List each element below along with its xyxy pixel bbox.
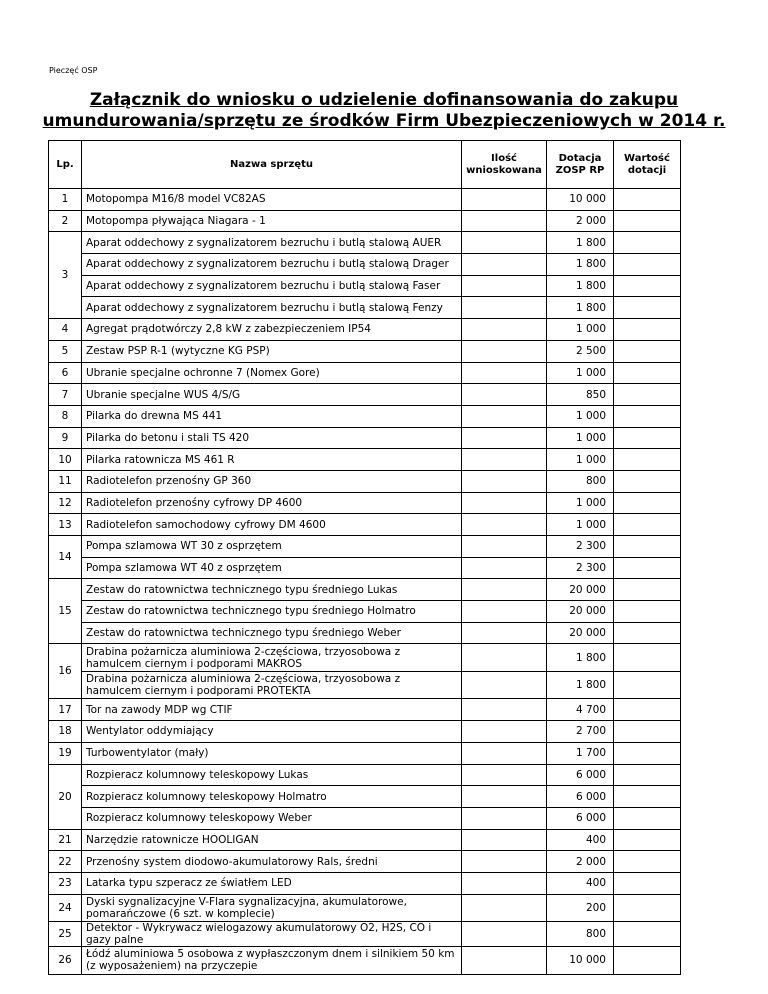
- row-number: 25: [49, 922, 82, 947]
- table-row: [49, 319, 745, 341]
- table-row: [49, 232, 745, 254]
- qty-cell[interactable]: [462, 721, 547, 743]
- qty-cell[interactable]: [462, 671, 547, 699]
- header-lp: Lp.: [49, 141, 82, 189]
- grant-cell: 1 000: [547, 514, 614, 536]
- equipment-name: Przenośny system diodowo-akumulatorowy Rals, średni: [82, 851, 462, 873]
- value-cell[interactable]: [614, 872, 681, 894]
- row-number: 10: [49, 449, 82, 471]
- equipment-name: Rozpieracz kolumnowy teleskopowy Lukas: [82, 764, 462, 786]
- row-number: 1: [49, 189, 82, 211]
- table-row: [49, 210, 745, 232]
- value-cell[interactable]: [614, 210, 681, 232]
- table-row: [49, 699, 745, 721]
- row-number: 17: [49, 699, 82, 721]
- grant-cell: 1 000: [547, 427, 614, 449]
- grant-cell: 1 000: [547, 449, 614, 471]
- equipment-name: Pilarka ratownicza MS 461 R: [82, 449, 462, 471]
- grant-cell: 850: [547, 384, 614, 406]
- row-number: 18: [49, 721, 82, 743]
- grant-cell: 10 000: [547, 189, 614, 211]
- value-cell[interactable]: [614, 807, 681, 829]
- table-row: [49, 340, 745, 362]
- table-row: [49, 829, 745, 851]
- row-number: 23: [49, 872, 82, 894]
- header-name: Nazwa sprzętu: [82, 141, 462, 189]
- row-number: 4: [49, 319, 82, 341]
- table-row: [49, 872, 745, 894]
- grant-cell: 800: [547, 922, 614, 947]
- value-cell[interactable]: [614, 319, 681, 341]
- table-row: [49, 449, 745, 471]
- header-grant: Dotacja ZOSP RP: [547, 141, 614, 189]
- grant-cell: 2 700: [547, 721, 614, 743]
- grant-cell: 20 000: [547, 601, 614, 623]
- qty-cell[interactable]: [462, 449, 547, 471]
- table-row: [49, 851, 745, 873]
- equipment-name: Pompa szlamowa WT 40 z osprzętem: [82, 557, 462, 579]
- row-number: 12: [49, 492, 82, 514]
- qty-cell[interactable]: [462, 254, 547, 276]
- row-number: 5: [49, 340, 82, 362]
- grant-cell: 2 500: [547, 340, 614, 362]
- equipment-name: Aparat oddechowy z sygnalizatorem bezruchu i butlą stalową Faser: [82, 275, 462, 297]
- grant-cell: 1 800: [547, 671, 614, 699]
- value-cell[interactable]: [614, 622, 681, 644]
- grant-cell: 4 700: [547, 699, 614, 721]
- qty-cell[interactable]: [462, 644, 547, 672]
- equipment-name: Latarka typu szperacz ze światłem LED: [82, 872, 462, 894]
- table-row: [49, 644, 745, 672]
- title-line-1: Załącznik do wniosku o udzielenie dofinansowania do zakupu: [89, 90, 679, 110]
- document-title: [20, 90, 748, 132]
- header-value: Wartość dotacji: [614, 141, 681, 189]
- qty-cell[interactable]: [462, 699, 547, 721]
- grant-cell: 2 300: [547, 557, 614, 579]
- grant-cell: 1 000: [547, 405, 614, 427]
- table-row: [49, 786, 745, 808]
- grant-cell: 400: [547, 872, 614, 894]
- equipment-name: Detektor - Wykrywacz wielogazowy akumulatorowy O2, H2S, CO i gazy palne: [82, 922, 462, 947]
- equipment-name: Aparat oddechowy z sygnalizatorem bezruchu i butlą stalową AUER: [82, 232, 462, 254]
- table-row: [49, 492, 745, 514]
- qty-cell[interactable]: [462, 742, 547, 764]
- table-row: [49, 405, 745, 427]
- value-cell[interactable]: [614, 786, 681, 808]
- qty-cell[interactable]: [462, 601, 547, 623]
- value-cell[interactable]: [614, 189, 681, 211]
- equipment-name: Rozpieracz kolumnowy teleskopowy Weber: [82, 807, 462, 829]
- table-row: [49, 742, 745, 764]
- stamp-label: Pieczęć OSP: [49, 66, 98, 75]
- grant-cell: 1 000: [547, 492, 614, 514]
- table-row: [49, 427, 745, 449]
- value-cell[interactable]: [614, 254, 681, 276]
- value-cell[interactable]: [614, 742, 681, 764]
- qty-cell[interactable]: [462, 340, 547, 362]
- equipment-name: Zestaw do ratownictwa technicznego typu średniego Holmatro: [82, 601, 462, 623]
- row-number: 15: [49, 579, 82, 644]
- equipment-name: Dyski sygnalizacyjne V-Flara sygnalizacyjna, akumulatorowe, pomarańczowe (6 szt. w komplecie): [82, 894, 462, 922]
- equipment-name: Motopompa pływająca Niagara - 1: [82, 210, 462, 232]
- qty-cell[interactable]: [462, 947, 547, 975]
- equipment-name: Drabina pożarnicza aluminiowa 2-częściowa, trzyosobowa z hamulcem ciernym i podporami PROTEKTA: [82, 671, 462, 699]
- equipment-name: Agregat prądotwórczy 2,8 kW z zabezpieczeniem IP54: [82, 319, 462, 341]
- value-cell[interactable]: [614, 644, 681, 672]
- table-row: [49, 807, 745, 829]
- row-number: 26: [49, 947, 82, 975]
- value-cell[interactable]: [614, 699, 681, 721]
- grant-cell: 1 800: [547, 644, 614, 672]
- equipment-name: Drabina pożarnicza aluminiowa 2-częściowa, trzyosobowa z hamulcem ciernym i podporami MAKROS: [82, 644, 462, 672]
- equipment-name: Zestaw do ratownictwa technicznego typu średniego Weber: [82, 622, 462, 644]
- grant-cell: 20 000: [547, 622, 614, 644]
- grant-cell: 1 800: [547, 254, 614, 276]
- qty-cell[interactable]: [462, 492, 547, 514]
- grant-cell: 6 000: [547, 786, 614, 808]
- equipment-name: Zestaw PSP R-1 (wytyczne KG PSP): [82, 340, 462, 362]
- table-row: [49, 536, 745, 558]
- row-number: 11: [49, 470, 82, 492]
- table-row: [49, 622, 745, 644]
- equipment-name: Aparat oddechowy z sygnalizatorem bezruchu i butlą stalową Drager: [82, 254, 462, 276]
- table-row: [49, 470, 745, 492]
- row-number: 21: [49, 829, 82, 851]
- grant-cell: 800: [547, 470, 614, 492]
- grant-cell: 10 000: [547, 947, 614, 975]
- qty-cell[interactable]: [462, 297, 547, 319]
- grant-cell: 1 700: [547, 742, 614, 764]
- table-row: [49, 922, 745, 947]
- value-cell[interactable]: [614, 449, 681, 471]
- equipment-name: Ubranie specjalne ochronne 7 (Nomex Gore): [82, 362, 462, 384]
- value-cell[interactable]: [614, 470, 681, 492]
- qty-cell[interactable]: [462, 851, 547, 873]
- qty-cell[interactable]: [462, 232, 547, 254]
- table-row: [49, 721, 745, 743]
- equipment-name: Motopompa M16/8 model VC82AS: [82, 189, 462, 211]
- equipment-name: Ubranie specjalne WUS 4/S/G: [82, 384, 462, 406]
- table-row: [49, 764, 745, 786]
- row-number: 2: [49, 210, 82, 232]
- equipment-name: Wentylator oddymiający: [82, 721, 462, 743]
- qty-cell[interactable]: [462, 557, 547, 579]
- table-row: [49, 254, 745, 276]
- equipment-name: Radiotelefon samochodowy cyfrowy DM 4600: [82, 514, 462, 536]
- qty-cell[interactable]: [462, 189, 547, 211]
- table-row: [49, 514, 745, 536]
- grant-cell: 200: [547, 894, 614, 922]
- qty-cell[interactable]: [462, 786, 547, 808]
- qty-cell[interactable]: [462, 405, 547, 427]
- table-row: [49, 894, 745, 922]
- grant-cell: 2 300: [547, 536, 614, 558]
- value-cell[interactable]: [614, 922, 681, 947]
- grant-cell: 1 000: [547, 319, 614, 341]
- row-number: 8: [49, 405, 82, 427]
- table-row: [49, 297, 745, 319]
- qty-cell[interactable]: [462, 514, 547, 536]
- qty-cell[interactable]: [462, 470, 547, 492]
- table-row: [49, 384, 745, 406]
- header-row: [49, 141, 745, 189]
- row-number: 3: [49, 232, 82, 319]
- table-row: [49, 189, 745, 211]
- table-body: [49, 189, 745, 975]
- qty-cell[interactable]: [462, 829, 547, 851]
- value-cell[interactable]: [614, 721, 681, 743]
- qty-cell[interactable]: [462, 362, 547, 384]
- row-number: 20: [49, 764, 82, 829]
- qty-cell[interactable]: [462, 922, 547, 947]
- value-cell[interactable]: [614, 405, 681, 427]
- qty-cell[interactable]: [462, 894, 547, 922]
- value-cell[interactable]: [614, 232, 681, 254]
- equipment-name: Rozpieracz kolumnowy teleskopowy Holmatro: [82, 786, 462, 808]
- table-row: [49, 601, 745, 623]
- equipment-name: Pilarka do drewna MS 441: [82, 405, 462, 427]
- table-row: [49, 947, 745, 975]
- qty-cell[interactable]: [462, 579, 547, 601]
- qty-cell[interactable]: [462, 210, 547, 232]
- value-cell[interactable]: [614, 671, 681, 699]
- row-number: 13: [49, 514, 82, 536]
- row-number: 24: [49, 894, 82, 922]
- value-cell[interactable]: [614, 557, 681, 579]
- value-cell[interactable]: [614, 427, 681, 449]
- equipment-name: Radiotelefon przenośny cyfrowy DP 4600: [82, 492, 462, 514]
- equipment-name: Pompa szlamowa WT 30 z osprzętem: [82, 536, 462, 558]
- value-cell[interactable]: [614, 829, 681, 851]
- qty-cell[interactable]: [462, 872, 547, 894]
- equipment-name: Pilarka do betonu i stali TS 420: [82, 427, 462, 449]
- qty-cell[interactable]: [462, 275, 547, 297]
- qty-cell[interactable]: [462, 807, 547, 829]
- qty-cell[interactable]: [462, 427, 547, 449]
- row-number: 7: [49, 384, 82, 406]
- value-cell[interactable]: [614, 297, 681, 319]
- value-cell[interactable]: [614, 536, 681, 558]
- value-cell[interactable]: [614, 514, 681, 536]
- value-cell[interactable]: [614, 384, 681, 406]
- title-line-2: umundurowania/sprzętu ze środków Firm Ubezpieczeniowych w 2014 r.: [42, 111, 726, 131]
- equipment-name: Aparat oddechowy z sygnalizatorem bezruchu i butlą stalową Fenzy: [82, 297, 462, 319]
- value-cell[interactable]: [614, 851, 681, 873]
- value-cell[interactable]: [614, 362, 681, 384]
- equipment-name: Tor na zawody MDP wg CTIF: [82, 699, 462, 721]
- qty-cell[interactable]: [462, 764, 547, 786]
- table-row: [49, 579, 745, 601]
- grant-cell: 2 000: [547, 210, 614, 232]
- grant-cell: 1 000: [547, 362, 614, 384]
- row-number: 6: [49, 362, 82, 384]
- value-cell[interactable]: [614, 947, 681, 975]
- grant-cell: 1 800: [547, 275, 614, 297]
- value-cell[interactable]: [614, 601, 681, 623]
- value-cell[interactable]: [614, 275, 681, 297]
- row-number: 22: [49, 851, 82, 873]
- row-number: 14: [49, 536, 82, 579]
- row-number: 9: [49, 427, 82, 449]
- equipment-name: Turbowentylator (mały): [82, 742, 462, 764]
- table-row: [49, 557, 745, 579]
- grant-cell: 2 000: [547, 851, 614, 873]
- equipment-name: Zestaw do ratownictwa technicznego typu średniego Lukas: [82, 579, 462, 601]
- row-number: 19: [49, 742, 82, 764]
- equipment-name: Radiotelefon przenośny GP 360: [82, 470, 462, 492]
- equipment-name: Narzędzie ratownicze HOOLIGAN: [82, 829, 462, 851]
- table-row: [49, 275, 745, 297]
- equipment-name: Łódź aluminiowa 5 osobowa z wypłaszczonym dnem i silnikiem 50 km (z wyposażeniem) na przyczepie: [82, 947, 462, 975]
- grant-cell: 400: [547, 829, 614, 851]
- value-cell[interactable]: [614, 340, 681, 362]
- grant-cell: 20 000: [547, 579, 614, 601]
- value-cell[interactable]: [614, 764, 681, 786]
- grant-cell: 1 800: [547, 297, 614, 319]
- grant-cell: 6 000: [547, 807, 614, 829]
- value-cell[interactable]: [614, 579, 681, 601]
- grant-cell: 1 800: [547, 232, 614, 254]
- qty-cell[interactable]: [462, 622, 547, 644]
- qty-cell[interactable]: [462, 384, 547, 406]
- qty-cell[interactable]: [462, 536, 547, 558]
- row-number: 16: [49, 644, 82, 699]
- qty-cell[interactable]: [462, 319, 547, 341]
- value-cell[interactable]: [614, 894, 681, 922]
- equipment-table: [48, 140, 745, 975]
- grant-cell: 6 000: [547, 764, 614, 786]
- table-row: [49, 362, 745, 384]
- table-row: [49, 671, 745, 699]
- header-qty: Ilość wnioskowana: [462, 141, 547, 189]
- value-cell[interactable]: [614, 492, 681, 514]
